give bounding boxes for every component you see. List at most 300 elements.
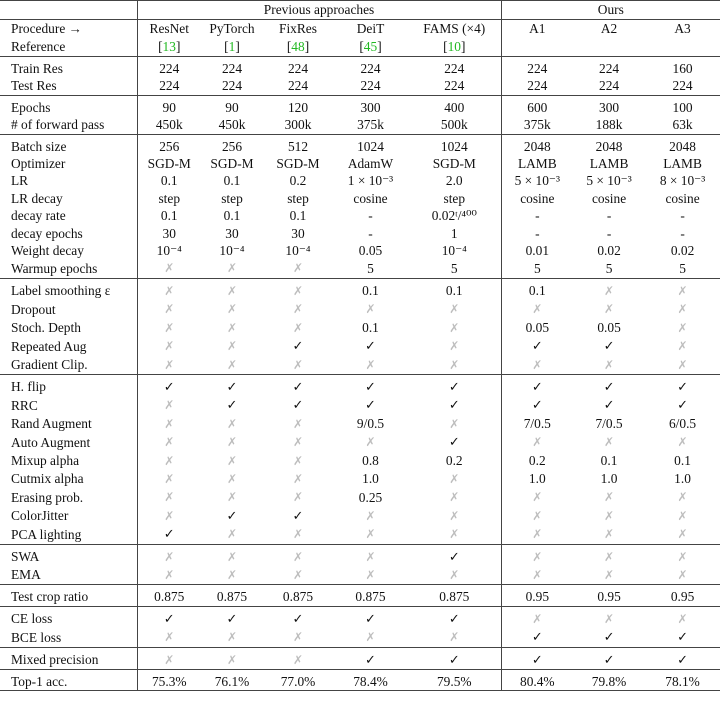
table-cell (573, 138, 645, 155)
table-cell (573, 337, 645, 355)
cell-value: - (368, 208, 373, 224)
cell-value: 0.1 (223, 173, 241, 189)
table-cell (408, 610, 501, 628)
cross-icon: ✗ (226, 527, 238, 542)
cell-value: 78.4% (353, 674, 388, 689)
table-cell (408, 259, 501, 278)
table-cell (573, 525, 645, 544)
cell-value: SGD-M (147, 156, 191, 172)
table-cell (645, 433, 720, 451)
cross-icon: ✗ (164, 398, 175, 413)
check-icon: ✓ (677, 652, 688, 668)
row-label: # of forward pass (0, 116, 137, 134)
table-cell (137, 356, 201, 375)
row-label: SWA (0, 548, 137, 566)
table-row (0, 172, 720, 189)
table-cell (137, 300, 201, 318)
table-row (0, 190, 720, 207)
table-cell (408, 507, 501, 525)
table-cell (137, 452, 201, 470)
table-row (0, 282, 720, 300)
table-cell (263, 77, 333, 95)
cross-icon: ✗ (677, 339, 688, 354)
cell-value: 224 (444, 61, 465, 76)
table-cell (408, 207, 501, 224)
check-icon: ✓ (677, 630, 688, 646)
table-cell (573, 225, 645, 242)
row-label: EMA (0, 566, 137, 585)
table-cell (501, 452, 573, 470)
table-cell (501, 433, 573, 451)
table-cell (137, 610, 201, 628)
cell-value: 9/0.5 (356, 416, 385, 432)
row-label: PCA lighting (0, 525, 137, 544)
cell-value: 0.02 (670, 243, 695, 259)
cross-icon: ✗ (449, 490, 460, 505)
table-cell (137, 60, 201, 77)
check-icon: ✓ (292, 339, 304, 355)
cell-value: 78.1% (665, 674, 700, 689)
cell-value: 0.1 (223, 208, 241, 224)
table-cell (137, 116, 201, 134)
check-icon: ✓ (603, 652, 615, 668)
table-cell (333, 566, 408, 585)
reference-label: Reference (0, 38, 137, 57)
table-cell (573, 282, 645, 300)
cell-value: 0.05 (597, 320, 621, 336)
table-cell (408, 319, 501, 337)
table-cell (263, 172, 333, 189)
check-icon: ✓ (531, 379, 543, 395)
table-cell (333, 138, 408, 155)
table-cell (408, 300, 501, 318)
table-cell (263, 610, 333, 628)
cell-value: LAMB (517, 156, 557, 172)
cross-icon: ✗ (449, 320, 460, 335)
cross-icon: ✗ (226, 652, 238, 667)
cell-value: 75.3% (151, 674, 187, 689)
table-cell (263, 60, 333, 77)
cell-value: 0.2 (289, 173, 307, 189)
cross-icon: ✗ (365, 435, 376, 450)
row-label: Dropout (0, 300, 137, 318)
table-cell (573, 155, 645, 172)
check-icon: ✓ (365, 652, 376, 668)
cell-value: SGD-M (432, 156, 476, 172)
check-icon: ✓ (603, 379, 615, 395)
check-icon: ✓ (603, 398, 615, 414)
table-cell (573, 628, 645, 647)
group-ours: Ours (501, 1, 720, 20)
table-cell (201, 319, 263, 337)
cross-icon: ✗ (292, 357, 304, 372)
table-cell (137, 488, 201, 506)
cell-value: 224 (527, 61, 548, 76)
table-cell (333, 242, 408, 259)
table-cell (645, 116, 720, 134)
table-cell (501, 396, 573, 414)
cell-value: 100 (672, 99, 693, 115)
cross-icon: ✗ (292, 261, 304, 276)
table-cell (137, 548, 201, 566)
check-icon: ✓ (163, 611, 175, 627)
cell-value: 224 (287, 78, 309, 94)
table-cell (573, 172, 645, 189)
cross-icon: ✗ (226, 302, 238, 317)
table-cell (263, 259, 333, 278)
cell-value: - (606, 225, 612, 241)
table-cell (333, 259, 408, 278)
table-cell (137, 319, 201, 337)
table-cell (333, 433, 408, 451)
row-label: Cutmix alpha (0, 470, 137, 488)
cross-icon: ✗ (164, 302, 175, 317)
table-cell (137, 138, 201, 155)
table-cell (137, 378, 201, 396)
table-cell (201, 566, 263, 585)
cell-value: 2.0 (445, 173, 463, 189)
row-label: ColorJitter (0, 507, 137, 525)
table-cell (263, 588, 333, 606)
table-cell (263, 415, 333, 433)
cell-value: 8 × 10⁻³ (659, 173, 706, 189)
cell-value: 224 (360, 61, 381, 76)
cross-icon: ✗ (226, 261, 238, 276)
table-cell (263, 548, 333, 566)
table-cell (333, 525, 408, 544)
cell-value: 256 (221, 138, 243, 154)
table-cell (573, 507, 645, 525)
cell-value: 160 (672, 61, 693, 76)
cell-value: 0.95 (670, 589, 695, 605)
table-cell (645, 566, 720, 585)
cross-icon: ✗ (449, 630, 460, 645)
table-row (0, 488, 720, 506)
row-label: Mixed precision (0, 651, 137, 670)
table-cell (333, 378, 408, 396)
table-cell (501, 190, 573, 207)
cross-icon: ✗ (292, 471, 304, 486)
check-icon: ✓ (531, 630, 543, 646)
cell-value: 0.875 (154, 589, 185, 605)
cell-value: 0.1 (674, 453, 691, 469)
cell-value: 10⁻⁴ (285, 243, 311, 259)
cross-icon: ✗ (226, 339, 238, 354)
citation-link[interactable]: 10 (447, 39, 461, 54)
cell-value: 30 (225, 225, 239, 241)
cell-value: 0.02 (597, 243, 621, 259)
cell-value: 1.0 (362, 471, 379, 487)
table-cell (137, 588, 201, 606)
row-label: H. flip (0, 378, 137, 396)
cell-value: 2048 (595, 138, 623, 154)
table-cell (333, 190, 408, 207)
table-cell (501, 488, 573, 506)
row-label: LR decay (0, 190, 137, 207)
check-icon: ✓ (365, 379, 376, 395)
table-cell (333, 452, 408, 470)
check-icon: ✓ (448, 435, 460, 451)
table-cell (201, 259, 263, 278)
table-cell (201, 356, 263, 375)
table-row (0, 548, 720, 566)
cell-value: 76.1% (214, 674, 250, 689)
table-cell (333, 225, 408, 242)
cross-icon: ✗ (292, 549, 304, 564)
cell-value: 0.875 (216, 589, 248, 605)
cell-value: 1 × 10⁻³ (347, 173, 394, 189)
table-row (0, 525, 720, 544)
table-cell (408, 138, 501, 155)
table-cell (573, 588, 645, 606)
citation-link[interactable]: 1 (228, 39, 236, 54)
table-cell (201, 60, 263, 77)
table-cell (645, 588, 720, 606)
table-cell (573, 433, 645, 451)
table-cell (645, 452, 720, 470)
cross-icon: ✗ (292, 453, 304, 468)
cross-icon: ✗ (677, 435, 688, 450)
table-cell (573, 415, 645, 433)
cross-icon: ✗ (449, 567, 460, 582)
method-reference: [48] (263, 38, 333, 57)
cross-icon: ✗ (164, 357, 175, 372)
cell-value: 300 (360, 99, 381, 115)
table-cell (645, 60, 720, 77)
table-cell (333, 282, 408, 300)
cell-value: 450k (218, 117, 246, 133)
table-cell (333, 488, 408, 506)
table-cell (573, 319, 645, 337)
table-cell (333, 588, 408, 606)
table-cell (408, 588, 501, 606)
cross-icon: ✗ (164, 471, 175, 486)
table-cell (333, 77, 408, 95)
table-row (0, 116, 720, 134)
table-cell (333, 300, 408, 318)
table-cell (408, 356, 501, 375)
table-cell (645, 610, 720, 628)
check-icon: ✓ (163, 379, 175, 395)
cross-icon: ✗ (164, 283, 175, 298)
cell-value: 10⁻⁴ (156, 243, 182, 259)
cell-value: 0.1 (160, 208, 178, 224)
table-cell (645, 172, 720, 189)
check-icon: ✓ (448, 611, 460, 627)
cross-icon: ✗ (226, 549, 238, 564)
table-cell (201, 548, 263, 566)
table-cell (201, 190, 263, 207)
method-reference: [10] (408, 38, 501, 57)
table-cell (645, 525, 720, 544)
table-cell (501, 207, 573, 224)
cross-icon: ✗ (449, 302, 460, 317)
table-cell (408, 628, 501, 647)
check-icon: ✓ (603, 339, 615, 355)
cell-value: 224 (527, 78, 548, 94)
table-row (0, 300, 720, 318)
check-icon: ✓ (292, 379, 304, 395)
table-cell (645, 282, 720, 300)
table-cell (645, 488, 720, 506)
citation-link[interactable]: 13 (162, 39, 176, 54)
table-cell (333, 172, 408, 189)
table-cell (573, 116, 645, 134)
table-cell (263, 300, 333, 318)
table-cell (645, 337, 720, 355)
cross-icon: ✗ (604, 357, 615, 372)
cross-icon: ✗ (532, 435, 543, 450)
table-cell (645, 259, 720, 278)
method-name: PyTorch (201, 20, 263, 39)
table-cell (263, 628, 333, 647)
table-row (0, 452, 720, 470)
citation-link[interactable]: 48 (291, 39, 305, 54)
cross-icon: ✗ (164, 416, 175, 431)
cell-value: 375k (523, 117, 551, 133)
table-cell (263, 99, 333, 116)
cell-value: 224 (672, 78, 693, 94)
table-cell (645, 77, 720, 95)
row-label: Weight decay (0, 242, 137, 259)
cell-value: 0.1 (445, 283, 463, 299)
cell-value: 1.0 (674, 471, 691, 487)
cell-value: 224 (444, 78, 465, 94)
cross-icon: ✗ (164, 453, 175, 468)
table-cell (573, 190, 645, 207)
cell-value: 256 (159, 138, 180, 154)
table-cell (333, 319, 408, 337)
cell-value: 77.0% (280, 674, 316, 689)
table-cell (501, 548, 573, 566)
table-cell (263, 507, 333, 525)
cell-value: 0.25 (358, 489, 383, 505)
row-label: Top-1 acc. (0, 673, 137, 691)
cross-icon: ✗ (604, 527, 615, 542)
cross-icon: ✗ (164, 339, 175, 354)
cell-value: 600 (527, 99, 548, 115)
cell-value: 1024 (357, 138, 384, 154)
cell-value: 90 (225, 99, 239, 115)
table-cell (137, 433, 201, 451)
table-cell (137, 207, 201, 224)
cell-value: 120 (287, 99, 309, 115)
cross-icon: ✗ (292, 416, 304, 431)
check-icon: ✓ (677, 398, 688, 414)
cell-value: 1.0 (600, 471, 618, 487)
table-cell (333, 116, 408, 134)
table-cell (263, 673, 333, 691)
table-cell (263, 190, 333, 207)
cross-icon: ✗ (365, 549, 376, 564)
table-cell (573, 60, 645, 77)
cross-icon: ✗ (365, 508, 376, 523)
table-cell (137, 651, 201, 670)
cross-icon: ✗ (164, 630, 175, 645)
table-cell (573, 207, 645, 224)
cell-value: 0.02ᵗ/⁴⁰⁰ (431, 208, 477, 224)
cross-icon: ✗ (677, 490, 688, 505)
cell-value: 224 (287, 61, 309, 76)
table-cell (137, 470, 201, 488)
table-cell (333, 415, 408, 433)
cell-value: 0.2 (445, 453, 463, 469)
row-label: Rand Augment (0, 415, 137, 433)
table-cell (137, 225, 201, 242)
citation-link[interactable]: 45 (363, 39, 378, 54)
table-cell (333, 651, 408, 670)
table-cell (408, 415, 501, 433)
cell-value: cosine (353, 190, 388, 206)
cross-icon: ✗ (604, 611, 615, 626)
row-label: Repeated Aug (0, 337, 137, 355)
cross-icon: ✗ (677, 508, 688, 523)
row-label: Mixup alpha (0, 452, 137, 470)
table-cell (501, 337, 573, 355)
cell-value: step (158, 190, 181, 206)
table-cell (201, 99, 263, 116)
cell-value: 0.1 (289, 208, 307, 224)
table-row (0, 225, 720, 242)
check-icon: ✓ (448, 398, 460, 414)
table-cell (573, 470, 645, 488)
cell-value: 500k (440, 117, 468, 133)
table-cell (501, 507, 573, 525)
table-row (0, 138, 720, 155)
cell-value: - (535, 208, 540, 224)
table-cell (408, 566, 501, 585)
cell-value: 375k (357, 117, 384, 133)
table-cell (137, 155, 201, 172)
cross-icon: ✗ (226, 416, 238, 431)
table-cell (263, 282, 333, 300)
cross-icon: ✗ (292, 527, 304, 542)
table-cell (408, 337, 501, 355)
cell-value: SGD-M (210, 156, 254, 172)
row-label: Warmup epochs (0, 259, 137, 278)
cell-value: 224 (221, 78, 243, 94)
cell-value: - (680, 225, 685, 241)
table-row (0, 378, 720, 396)
check-icon: ✓ (603, 630, 615, 646)
cross-icon: ✗ (449, 527, 460, 542)
cell-value: 5 × 10⁻³ (514, 173, 560, 189)
table-cell (573, 378, 645, 396)
table-cell (333, 99, 408, 116)
check-icon: ✓ (226, 508, 238, 524)
table-cell (573, 610, 645, 628)
table-cell (501, 628, 573, 647)
cell-value: 512 (287, 138, 309, 154)
cell-value: 5 (367, 260, 374, 276)
table-cell (501, 242, 573, 259)
table-row (0, 673, 720, 691)
cross-icon: ✗ (292, 652, 304, 667)
table-cell (201, 225, 263, 242)
cell-value: 79.5% (436, 674, 472, 689)
group-previous-approaches: Previous approaches (137, 1, 501, 20)
cross-icon: ✗ (164, 567, 175, 582)
cell-value: 1.0 (528, 471, 546, 487)
table-cell (501, 651, 573, 670)
cross-icon: ✗ (164, 320, 175, 335)
table-cell (408, 548, 501, 566)
table-row (0, 628, 720, 647)
table-cell (333, 356, 408, 375)
cross-icon: ✗ (292, 302, 304, 317)
cross-icon: ✗ (226, 453, 238, 468)
table-cell (501, 172, 573, 189)
